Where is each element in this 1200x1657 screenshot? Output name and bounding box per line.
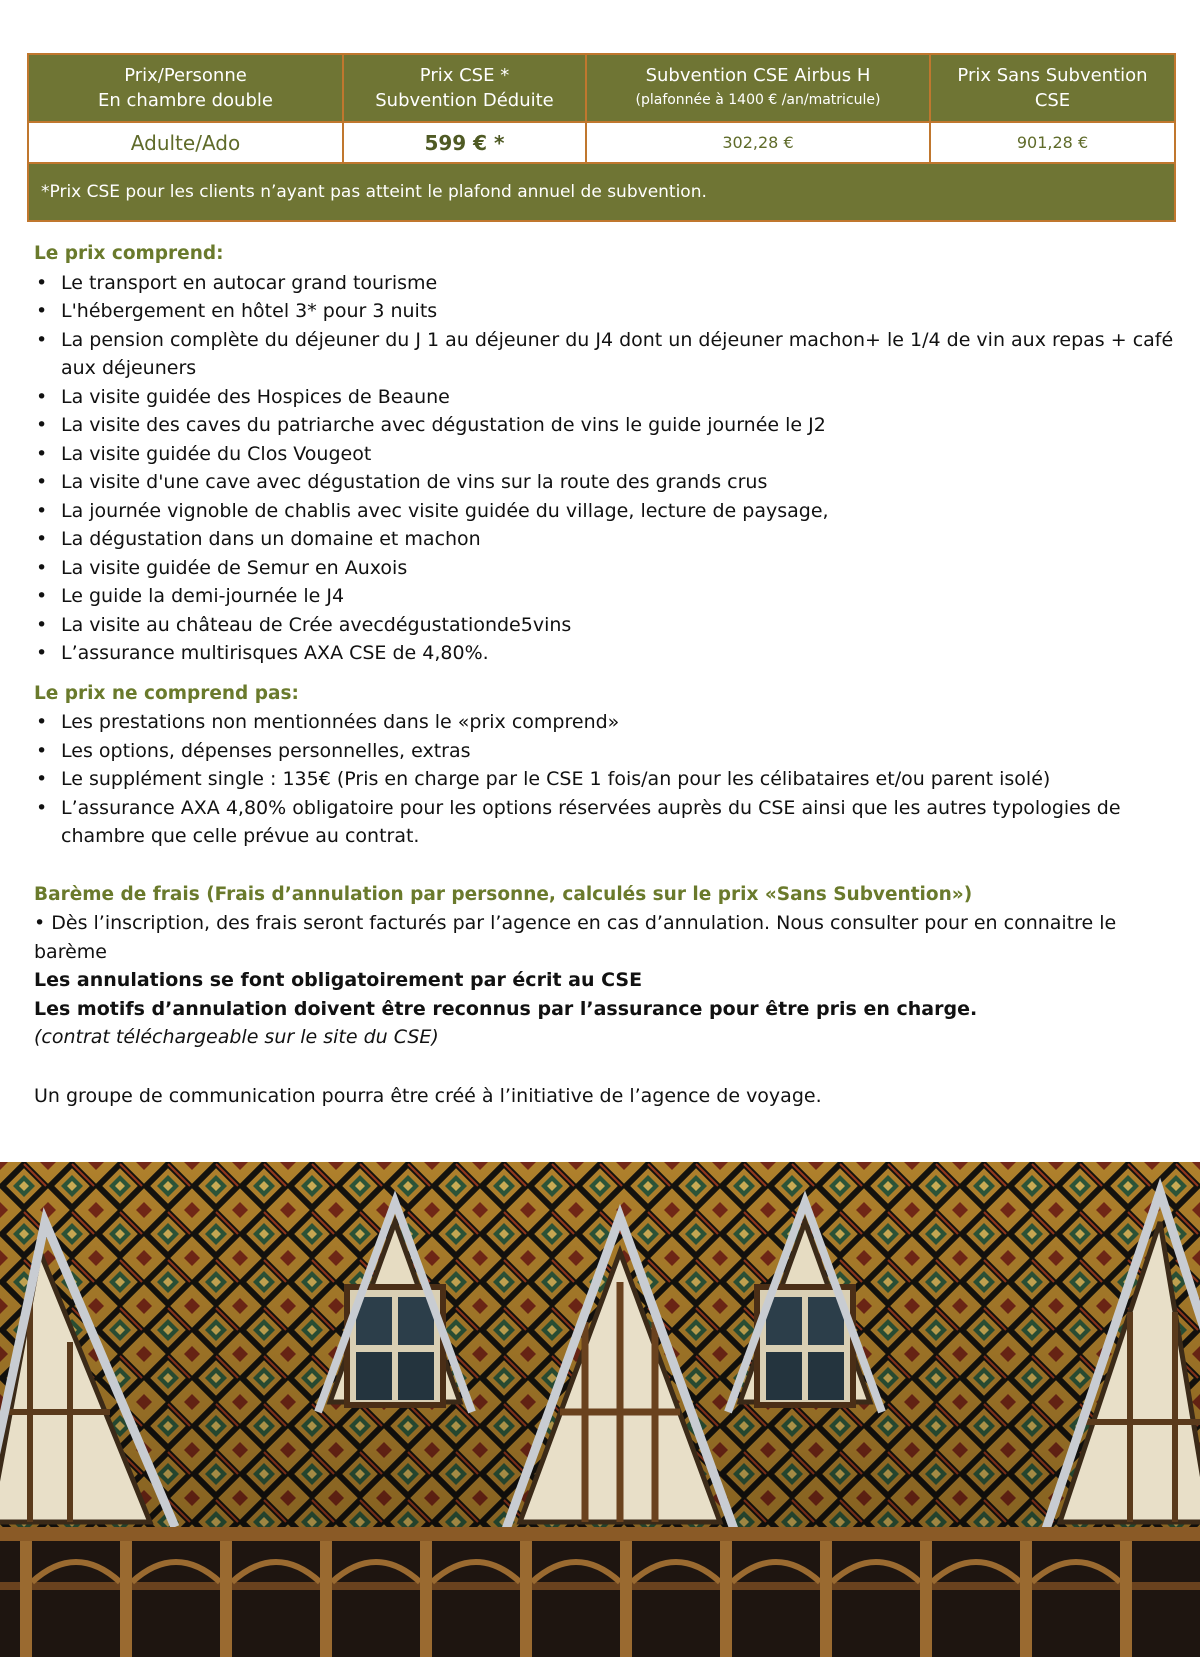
list-item: • Les options, dépenses personnelles, extras — [34, 737, 1174, 766]
list-item: • Le guide la demi-journée le J4 — [34, 582, 1174, 611]
list-item: • La pension complète du déjeuner du J 1 au déjeuner du J4 dont un déjeuner machon+ le 1/4 de vin aux repas + café aux déjeuners — [34, 326, 1174, 383]
bareme-text: • Dès l’inscription, des frais seront facturés par l’agence en cas d’annulation. Nous consulter pour en connaitre le barème — [34, 912, 1117, 963]
list-item: • La dégustation dans un domaine et machon — [34, 525, 1174, 554]
price-note: *Prix CSE pour les clients n’ayant pas atteint le plafond annuel de subvention. — [28, 163, 1175, 221]
annulation-ecrit: Les annulations se font obligatoirement par écrit au CSE — [34, 969, 643, 991]
list-item: • La visite des caves du patriarche avec dégustation de vins le guide journée le J2 — [34, 411, 1174, 440]
list-item: • Les prestations non mentionnées dans le «prix comprend» — [34, 708, 1174, 737]
list-item: • L’assurance multirisques AXA CSE de 4,80%. — [34, 639, 1174, 668]
list-item: • La visite guidée du Clos Vougeot — [34, 440, 1174, 469]
header-sans-subvention: Prix Sans Subvention CSE — [930, 54, 1175, 122]
list-item: • Le supplément single : 135€ (Pris en charge par le CSE 1 fois/an pour les célibataires et/ou parent isolé) — [34, 765, 1174, 794]
bareme-title: Barème de frais (Frais d’annulation par personne, calculés sur le prix «Sans Subvention») — [34, 883, 973, 905]
comprend-title: Le prix comprend: — [34, 243, 224, 264]
price-table-row — [28, 122, 1175, 163]
header-prix-cse: Prix CSE * Subvention Déduite — [343, 54, 586, 122]
list-item: • La journée vignoble de chablis avec visite guidée du village, lecture de paysage, — [34, 497, 1174, 526]
hospices-roof-photo — [0, 1162, 1200, 1657]
ne-comprend-pas-list — [34, 708, 1174, 851]
price-table-header-row — [28, 54, 1175, 122]
list-item: • La visite au château de Crée avecdégustationde5vins — [34, 611, 1174, 640]
list-item: • L’assurance AXA 4,80% obligatoire pour les options réservées auprès du CSE ainsi que les autres typologies de chambre que celle prévue au contrat. — [34, 794, 1174, 851]
price-table-note-row — [28, 163, 1175, 221]
header-subvention: Subvention CSE Airbus H (plafonnée à 1400 € /an/matricule) — [586, 54, 930, 122]
row-label: Adulte/Ado — [28, 122, 343, 163]
price-table — [27, 53, 1176, 222]
contrat-note: (contrat téléchargeable sur le site du CSE) — [34, 1026, 439, 1048]
list-item: • La visite guidée des Hospices de Beaune — [34, 383, 1174, 412]
program-details — [34, 240, 1174, 1110]
list-item: • La visite guidée de Semur en Auxois — [34, 554, 1174, 583]
comprend-list — [34, 269, 1174, 668]
row-sans-subvention: 901,28 € — [930, 122, 1175, 163]
row-subvention: 302,28 € — [586, 122, 930, 163]
list-item: • La visite d'une cave avec dégustation de vins sur la route des grands crus — [34, 468, 1174, 497]
header-prix-personne: Prix/Personne En chambre double — [28, 54, 343, 122]
row-prix-cse: 599 € * — [343, 122, 586, 163]
list-item: • Le transport en autocar grand tourisme — [34, 269, 1174, 298]
ne-comprend-pas-title: Le prix ne comprend pas: — [34, 682, 299, 704]
wooden-gallery — [0, 1527, 1200, 1657]
communication-text: Un groupe de communication pourra être créé à l’initiative de l’agence de voyage. — [34, 1084, 822, 1107]
list-item: • L'hébergement en hôtel 3* pour 3 nuits — [34, 297, 1174, 326]
annulation-motifs: Les motifs d’annulation doivent être reconnus par l’assurance pour être pris en charge. — [34, 997, 978, 1020]
